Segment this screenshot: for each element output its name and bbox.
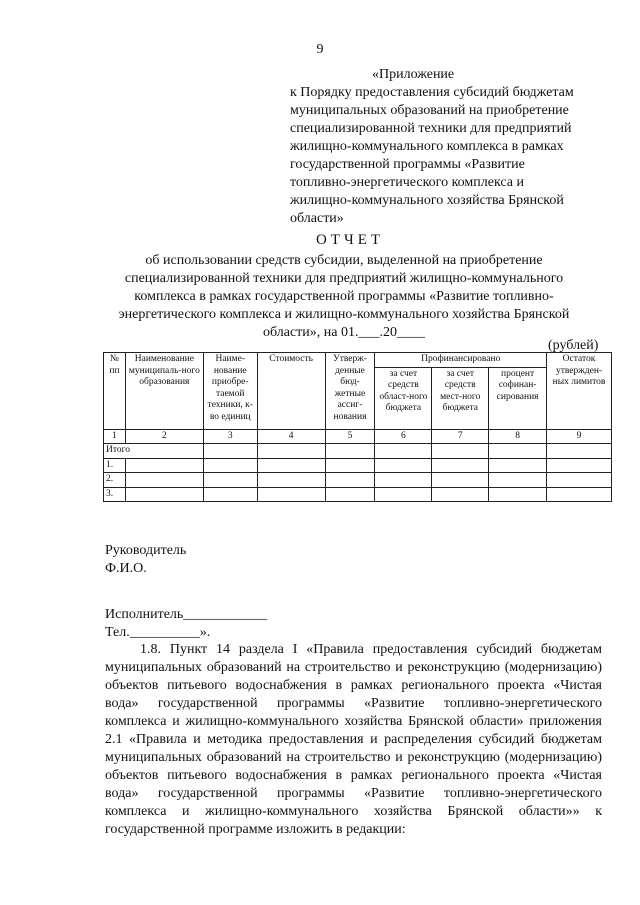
report-table <box>103 352 612 502</box>
paragraph-text: 1.8. Пункт 14 раздела I «Правила предоставления субсидий бюджетам муниципальных образований на строительство и реконструкцию (модернизацию) объектов питьевого водоснабжения в рамках регионального проекта «Чистая вода» государственной программы «Развитие топливно-энергетического комплекса и жилищно-коммунального хозяйства Брянской области» приложения 2.1 «Правила и методика предоставления и распределения субсидий бюджетам муниципальных образований на строительство и реконструкцию (модернизацию) объектов питьевого водоснабжения в рамках регионального проекта «Чистая вода» государственной программы «Развитие топливно-энергетического комплекса и жилищно-коммунального хозяйства Брянской области»» к государственной программе изложить в редакции: <box>105 642 602 837</box>
col-number: 7 <box>432 429 489 444</box>
subtitle-line: об использовании средств субсидии, выделенной на приобретение <box>145 253 543 268</box>
col-number: 1 <box>104 429 126 444</box>
header-equipment: Наиме-нование приобре-таемой техники, к-во единиц <box>203 353 257 430</box>
row-number: 1. <box>104 458 126 473</box>
row-number: 2. <box>104 473 126 488</box>
table-row <box>104 458 612 473</box>
header-fin-local: за счет средств мест-ного бюджета <box>432 367 489 429</box>
subtitle-line: комплекса в рамках государственной программы «Развитие топливно- <box>134 289 554 304</box>
table-row <box>104 473 612 488</box>
table-row <box>104 487 612 502</box>
header-remainder: Остаток утвержден-ных лимитов <box>547 353 612 430</box>
col-number: 5 <box>325 429 375 444</box>
header-num: № пп <box>104 353 126 430</box>
appendix-line: муниципальных образований на приобретение <box>290 103 569 118</box>
appendix-line: государственной программы «Развитие <box>290 157 525 172</box>
total-label: Итого <box>104 444 204 459</box>
header-financed: Профинансировано <box>375 353 547 368</box>
body-paragraph <box>105 641 602 839</box>
appendix-line: жилищно-коммунального комплекса в рамках <box>290 139 564 154</box>
header-fin-regional: за счет средств област-ного бюджета <box>375 367 432 429</box>
appendix-line: топливно-энергетического комплекса и <box>290 175 524 190</box>
col-number: 4 <box>257 429 325 444</box>
column-number-row <box>104 429 612 444</box>
subtitle-line: энергетического комплекса и жилищно-коммунального хозяйства Брянской <box>118 307 570 322</box>
executor-label: Исполнитель____________ <box>105 607 268 622</box>
header-municipality: Наименование муниципаль-ного образования <box>125 353 203 430</box>
phone-label: Тел.__________». <box>105 625 211 640</box>
col-number: 6 <box>375 429 432 444</box>
head-label: Руководитель <box>105 543 187 558</box>
row-number: 3. <box>104 487 126 502</box>
subtitle-line: специализированной техники для предприятий жилищно-коммунального <box>124 271 564 286</box>
report-title: ОТЧЕТ <box>315 232 385 248</box>
subtitle-line: области», на 01.___.20____ <box>262 325 425 340</box>
currency-unit: (рублей) <box>548 338 599 353</box>
col-number: 3 <box>203 429 257 444</box>
appendix-heading: «Приложение <box>372 67 455 82</box>
appendix-header <box>290 66 620 228</box>
col-number: 2 <box>125 429 203 444</box>
header-fin-percent: процент софинан-сирования <box>489 367 547 429</box>
col-number: 8 <box>489 429 547 444</box>
appendix-line: специализированной техники для предприятий <box>290 121 572 136</box>
fio-label: Ф.И.О. <box>105 561 147 576</box>
col-number: 9 <box>547 429 612 444</box>
header-cost: Стоимость <box>257 353 325 430</box>
appendix-line: к Порядку предоставления субсидий бюджетам <box>290 85 574 100</box>
appendix-line: области» <box>290 211 344 226</box>
header-approved: Утверж-денные бюд-жетные ассиг-нования <box>325 353 375 430</box>
appendix-line: жилищно-коммунального хозяйства Брянской <box>290 193 564 208</box>
table-total-row <box>104 444 612 459</box>
page-number: 9 <box>316 42 324 57</box>
table-header-row <box>104 353 612 368</box>
report-subtitle <box>104 252 584 342</box>
